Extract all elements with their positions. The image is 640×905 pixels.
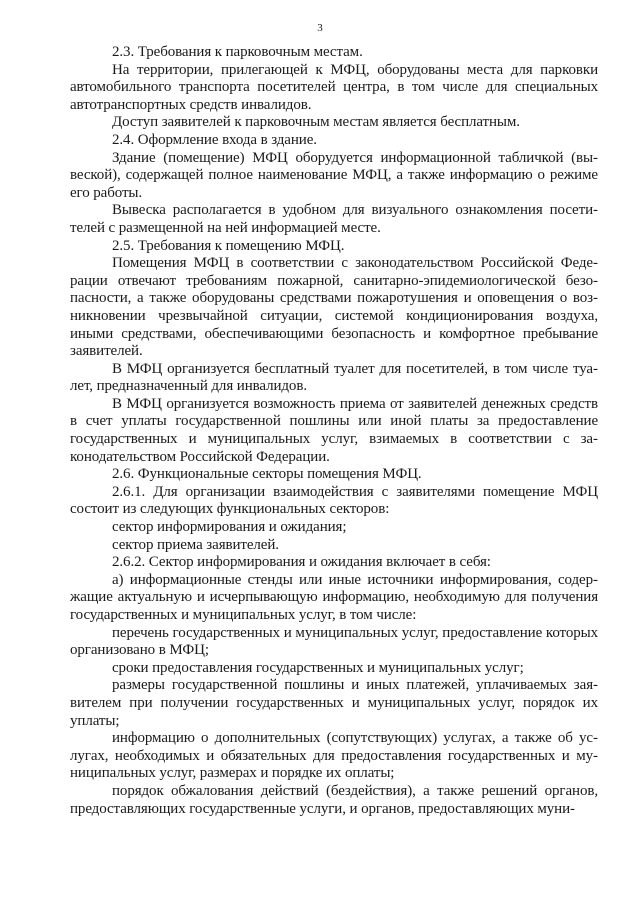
list-item: информацию о дополнительных (сопутствующих) услугах, а также об услугах, необходимых и обязательных для предоставления государственных и муниципальных услуг, размерах и порядке их оплаты; <box>70 730 598 782</box>
list-item: порядок обжалования действий (бездействия), а также решений органов, предоставляющих государственные услуги, и органов, предоставляющих муни- <box>70 782 598 817</box>
list-item: перечень государственных и муниципальных услуг, предоставление которых организовано в МФЦ; <box>70 624 598 659</box>
section-heading-2-3: 2.3. Требования к парковочным местам. <box>112 44 363 60</box>
section-heading-2-4: 2.4. Оформление входа в здание. <box>112 131 317 148</box>
paragraph: Здание (помещение) МФЦ оборудуется информационной табличкой (вывеской), содержащей полное наименование МФЦ, а также информацию о режиме его работы. <box>70 149 598 201</box>
list-item: сектор информирования и ожидания; <box>112 519 347 536</box>
document-body <box>70 44 598 818</box>
section-heading-2-5: 2.5. Требования к помещению МФЦ. <box>112 237 345 254</box>
paragraph: Доступ заявителей к парковочным местам является бесплатным. <box>112 114 520 131</box>
page-number: 3 <box>317 22 323 34</box>
list-item: размеры государственной пошлины и иных платежей, уплачиваемых заявителем при получении государственных и муниципальных услуг, порядок их уплаты; <box>70 677 598 729</box>
paragraph: В МФЦ организуется возможность приема от заявителей денежных средств в счет уплаты государственной пошлины или иной платы за предоставление государственных и муниципальных услуг, взимаемых в соответствии с законодательством Российской Федерации. <box>70 395 598 465</box>
paragraph: 2.6.1. Для организации взаимодействия с заявителями помещение МФЦ состоит из следующих функциональных секторов: <box>70 483 598 518</box>
list-item: сектор приема заявителей. <box>112 536 279 553</box>
paragraph: Помещения МФЦ в соответствии с законодательством Российской Федерации отвечают требованиям пожарной, санитарно-эпидемиологической безопасности, а также оборудованы средствами пожаротушения и оповещения о возникновении чрезвычайной ситуации, системой кондиционирования воздуха, иными средствами, обеспечивающими безопасность и комфортное пребывание заявителей. <box>70 255 598 360</box>
paragraph: В МФЦ организуется бесплатный туалет для посетителей, в том числе туалет, предназначенный для инвалидов. <box>70 360 598 395</box>
list-item: сроки предоставления государственных и муниципальных услуг; <box>112 659 524 676</box>
paragraph: 2.6.2. Сектор информирования и ожидания включает в себя: <box>112 554 491 571</box>
paragraph: На территории, прилегающей к МФЦ, оборудованы места для парковки автомобильного транспорта посетителей центра, в том числе для специальных автотранспортных средств инвалидов. <box>70 61 598 113</box>
paragraph: Вывеска располагается в удобном для визуального ознакомления посетителей с размещенной на ней информацией месте. <box>70 202 598 236</box>
list-item: а) информационные стенды или иные источники информирования, содержащие актуальную и исчерпывающую информацию, необходимую для получения государственных и муниципальных услуг, в том числе: <box>70 571 598 623</box>
section-heading-2-6: 2.6. Функциональные секторы помещения МФЦ. <box>112 466 422 483</box>
